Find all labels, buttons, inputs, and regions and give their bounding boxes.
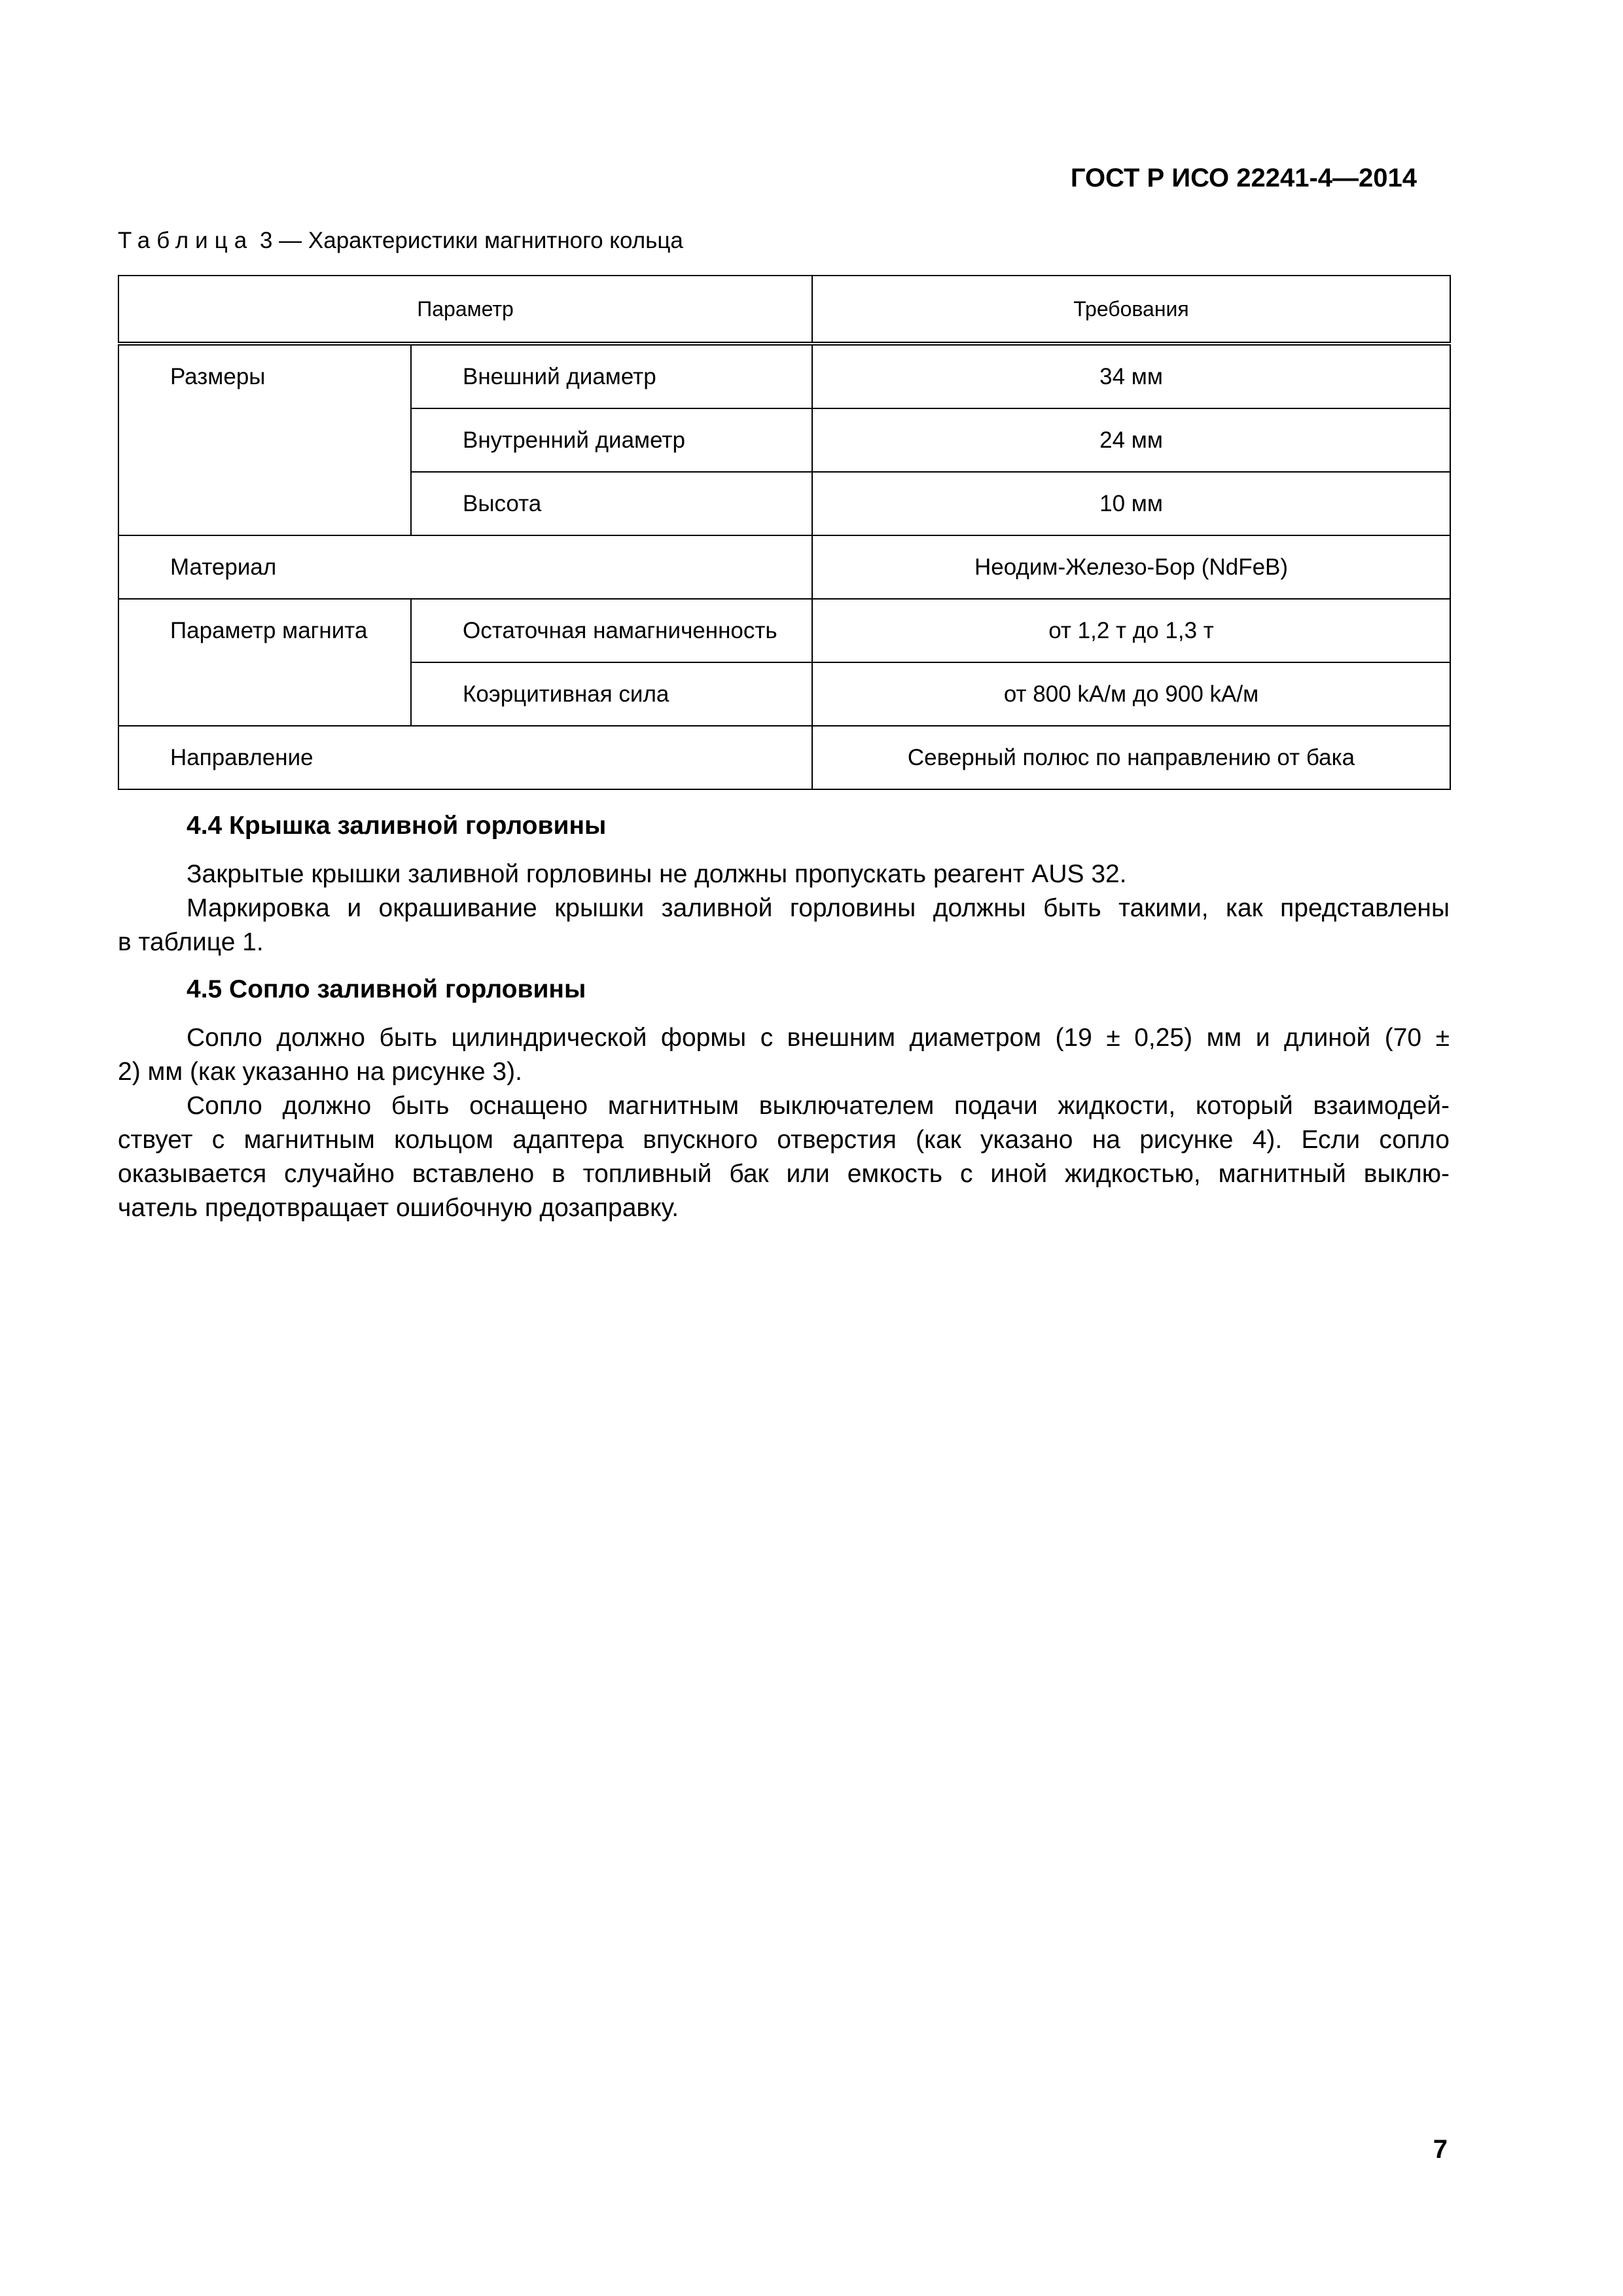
inner-diameter-value: 24 мм bbox=[812, 408, 1450, 472]
outer-diameter-value: 34 мм bbox=[812, 344, 1450, 408]
header-requirements: Требования bbox=[812, 276, 1450, 344]
material-label: Материал bbox=[118, 535, 812, 599]
table-row bbox=[118, 535, 1450, 599]
material-value: Неодим-Железо-Бор (NdFeB) bbox=[812, 535, 1450, 599]
table-row bbox=[118, 726, 1450, 789]
outer-diameter-label: Внешний диаметр bbox=[411, 344, 812, 408]
section-4-4-paragraph-1: Закрытые крышки заливной горловины не должны пропускать реагент AUS 32. bbox=[187, 860, 1127, 888]
section-4-5-paragraph-1: Сопло должно быть цилиндрической формы с внешним диаметром (19 ± 0,25) мм и длиной (70 ± 2) мм (как указанно на рисунке 3). bbox=[118, 1024, 1450, 1086]
coercivity-value: от 800 kA/м до 900 kA/м bbox=[812, 662, 1450, 726]
section-4-5-title: 4.5 Сопло заливной горловины bbox=[187, 975, 586, 1003]
magnet-parameter-label: Параметр магнита bbox=[118, 599, 411, 726]
remanence-value: от 1,2 т до 1,3 т bbox=[812, 599, 1450, 662]
height-value: 10 мм bbox=[812, 472, 1450, 535]
height-label: Высота bbox=[411, 472, 812, 535]
dimensions-label: Размеры bbox=[118, 344, 411, 535]
header-parameter: Параметр bbox=[118, 276, 812, 344]
section-4-4-paragraph-2: Маркировка и окрашивание крышки заливной горловины должны быть такими, как представлены в таблице 1. bbox=[118, 894, 1450, 956]
direction-value: Северный полюс по направлению от бака bbox=[812, 726, 1450, 789]
direction-label: Направление bbox=[118, 726, 812, 789]
table-row bbox=[118, 344, 1450, 408]
coercivity-label: Коэрцитивная сила bbox=[411, 662, 812, 726]
section-4-5-paragraph-2: Сопло должно быть оснащено магнитным выключателем подачи жидкости, который взаимодей- ствует с магнитным кольцом адаптера впускного отверстия (как указано на рисунке 4). Если сопло оказывается случайно вставлено в топливный бак или емкость с иной жидкостью, магнитный выклю- чатель предотвращает ошибочную дозаправку. bbox=[118, 1092, 1450, 1222]
magnet-ring-table bbox=[118, 275, 1451, 790]
inner-diameter-label: Внутренний диаметр bbox=[411, 408, 812, 472]
table-caption-text: 3 — Характеристики магнитного кольца bbox=[259, 228, 683, 253]
table-caption-prefix: Таблица bbox=[118, 228, 254, 253]
table-row bbox=[118, 599, 1450, 662]
section-4-4-title: 4.4 Крышка заливной горловины bbox=[187, 812, 607, 840]
page-number: 7 bbox=[1433, 2135, 1448, 2164]
table-header-row bbox=[118, 276, 1450, 344]
table-caption bbox=[118, 228, 683, 254]
remanence-label: Остаточная намагниченность bbox=[411, 599, 812, 662]
document-id: ГОСТ Р ИСО 22241-4—2014 bbox=[1070, 164, 1417, 192]
